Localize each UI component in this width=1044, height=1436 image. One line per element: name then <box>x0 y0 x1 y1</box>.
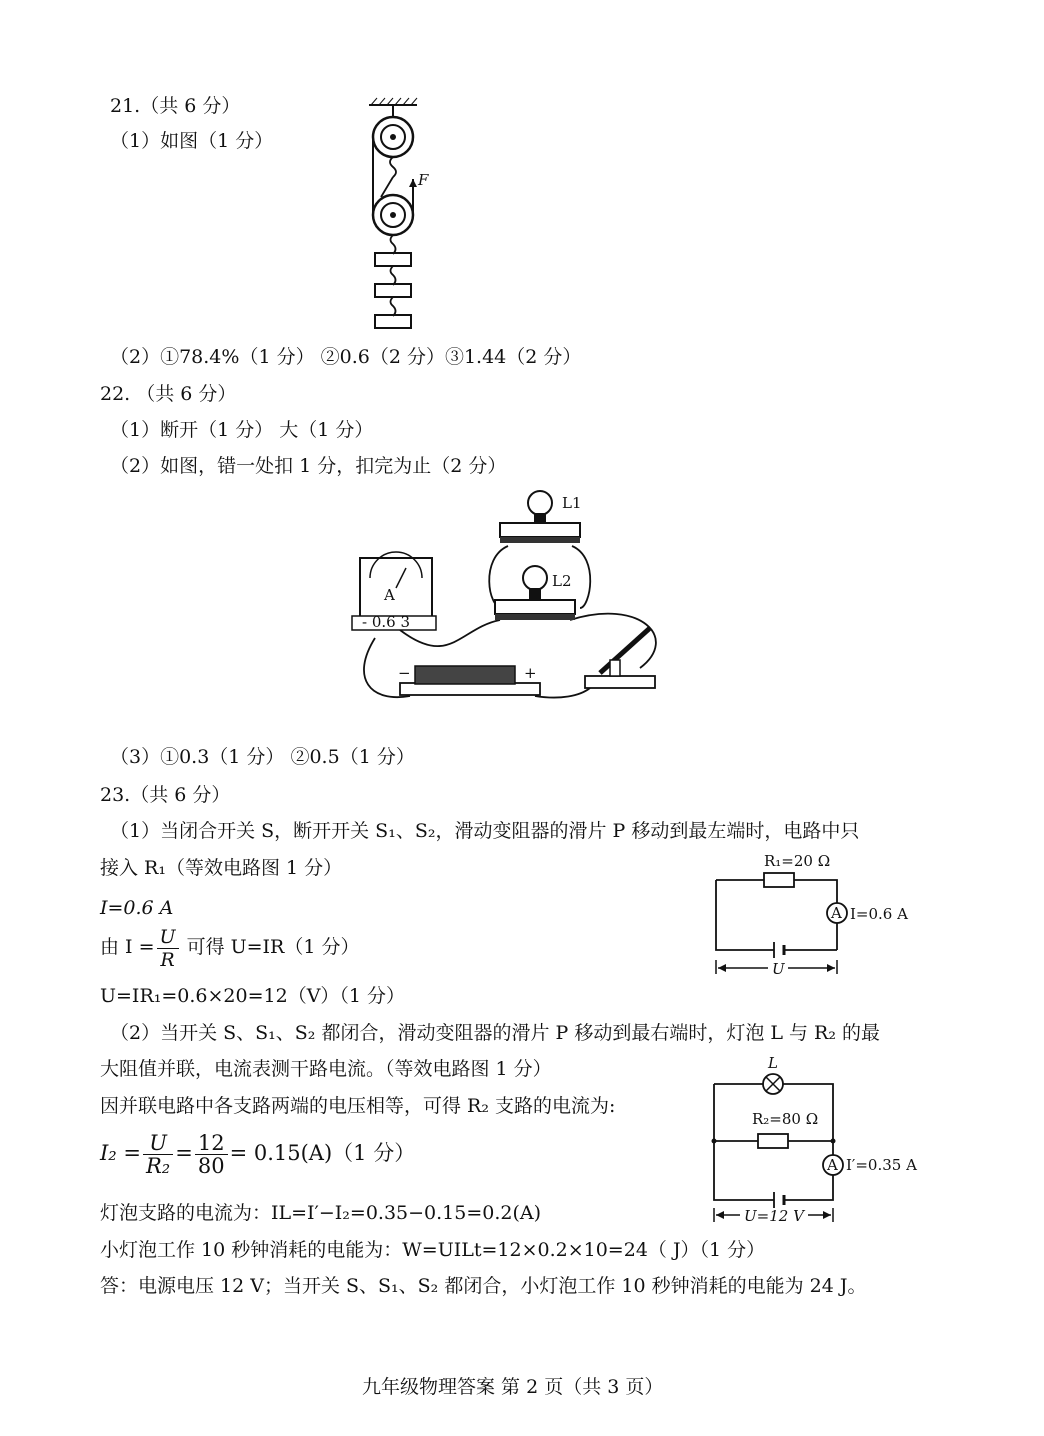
q23-answer: 答：电源电压 12 V；当开关 S、S₁、S₂ 都闭合，小灯泡工作 10 秒钟消耗的电能为 24 J。 <box>100 1275 867 1297</box>
ammeter-label: A <box>384 586 395 604</box>
i2-calc-line <box>100 1124 415 1182</box>
c2-u-label: U=12 V <box>744 1207 804 1225</box>
q23-current: I=0.6 A <box>100 897 174 919</box>
i2-eq: = <box>175 1141 193 1165</box>
c2-r2-label: R₂=80 Ω <box>752 1110 819 1128</box>
q23-part2-line2: 大阻值并联，电流表测干路电流。（等效电路图 1 分） <box>100 1058 552 1080</box>
ohm-prefix: 由 I = <box>100 936 155 958</box>
q23-voltage-calc: U=IR₁=0.6×20=12（V）（1 分） <box>100 985 406 1007</box>
i2-fraction-1 <box>143 1132 173 1177</box>
c1-r1-label: R₁=20 Ω <box>764 852 831 870</box>
q23-part2-line1: （2）当开关 S、S₁、S₂ 都闭合，滑动变阻器的滑片 P 移动到最右端时，灯泡 L 与 R₂ 的最 <box>110 1022 881 1044</box>
i2-fraction-2 <box>195 1132 228 1177</box>
q23-part1-line1: （1）当闭合开关 S，断开开关 S₁、S₂，滑动变阻器的滑片 P 移动到最左端时，电路中只 <box>110 820 860 842</box>
q21-header: 21.（共 6 分） <box>110 95 241 117</box>
lamp1-label: L1 <box>562 494 582 512</box>
ohm-num: U <box>157 926 179 949</box>
i2-den1: R₂ <box>146 1154 171 1178</box>
equivalent-circuit-2 <box>700 1052 930 1232</box>
battery-plus: + <box>524 664 537 682</box>
i2-den2: 80 <box>197 1154 225 1178</box>
i2-num1: U <box>143 1132 173 1155</box>
q23-part1-line2: 接入 R₁（等效电路图 1 分） <box>100 857 343 879</box>
q21-part1: （1）如图（1 分） <box>110 130 274 152</box>
pulley-diagram <box>355 95 445 335</box>
c2-i-label: I′=0.35 A <box>846 1156 917 1174</box>
c1-i-label: I=0.6 A <box>850 905 908 923</box>
c1-u-label: U <box>772 960 785 978</box>
circuit-photo-diagram <box>340 478 680 723</box>
page-footer: 九年级物理答案 第 2 页（共 3 页） <box>362 1376 664 1398</box>
q22-part1: （1）断开（1 分） 大（1 分） <box>110 419 374 441</box>
q21-part2: （2）①78.4%（1 分） ②0.6（2 分）③1.44（2 分） <box>110 346 582 368</box>
q23-lamp-current: 灯泡支路的电流为：IL=I′−I₂=0.35−0.15=0.2(A) <box>100 1202 542 1224</box>
c2-meter: A <box>827 1156 838 1174</box>
c2-l-label: L <box>768 1054 778 1072</box>
equivalent-circuit-1 <box>700 848 920 980</box>
q23-energy: 小灯泡工作 10 秒钟消耗的电能为：W=UILt=12×0.2×10=24（ J）（1 分） <box>100 1239 766 1261</box>
q23-part2-line3: 因并联电路中各支路两端的电压相等，可得 R₂ 支路的电流为: <box>100 1095 616 1117</box>
i2-num2: 12 <box>195 1132 228 1155</box>
c1-meter: A <box>831 904 842 922</box>
ammeter-terminals: - 0.6 3 <box>362 613 411 631</box>
q22-part2: （2）如图，错一处扣 1 分，扣完为止（2 分） <box>110 455 507 477</box>
ohm-law-line <box>100 922 360 972</box>
q23-header: 23.（共 6 分） <box>100 784 231 806</box>
lamp2-label: L2 <box>552 572 572 590</box>
force-label: F <box>418 171 429 189</box>
q22-part3: （3）①0.3（1 分） ②0.5（1 分） <box>110 746 415 768</box>
ohm-fraction <box>157 926 179 971</box>
q22-header: 22. （共 6 分） <box>100 383 237 405</box>
battery-minus: − <box>398 664 411 682</box>
ohm-suffix: 可得 U=IR（1 分） <box>186 936 360 958</box>
ohm-den: R <box>160 948 175 971</box>
i2-result: = 0.15(A)（1 分） <box>229 1141 416 1165</box>
i2-lhs: I₂ = <box>100 1141 141 1165</box>
